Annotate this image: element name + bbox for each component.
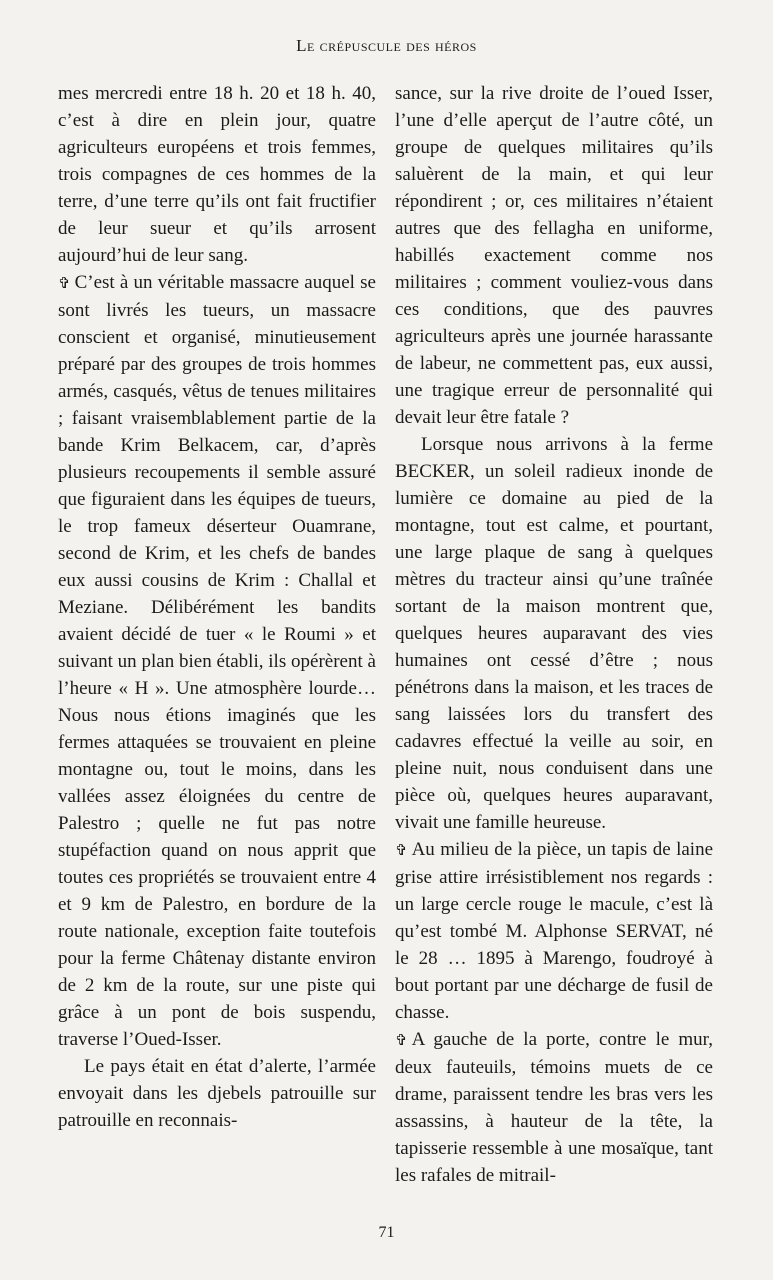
right-column [395,80,713,1189]
paragraph-text: C’est à un véritable massacre auquel se sont livrés les tueurs, un massacre conscient et organisé, minutieusement préparé par des groupes de trois hommes armés, casqués, vêtus de tenues militaires ; faisant vraisemblablement partie de la bande Krim Belkacem, car, d’après plusieurs recoupements il semble assuré que figuraient dans les équipes de tueurs, le trop fameux déserteur Ouamrane, second de Krim, et les chefs de bandes eux aussi cousins de Krim : Challal et Meziane. Délibérément les bandits avaient décidé de tuer « le Roumi » et suivant un plan bien établi, ils opérèrent à l’heure « H ». Une atmosphère lourde… Nous nous étions imaginés que les fermes attaquées se trouvaient en pleine montagne ou, tout le moins, dans les vallées assez éloignées du centre de Palestro ; quelle ne fut pas notre stupéfaction quand on nous apprit que toutes ces propriétés se trouvaient entre 4 et 9 km de Palestro, en bordure de la route nationale, exception faite toutefois pour la ferme Châtenay distante environ de 2 km de la route, sur une piste qui grâce à un pont de bois suspendu, traverse l’Oued-Isser. [58,272,376,1050]
page-number: 71 [378,1224,395,1241]
paragraph [395,836,713,1026]
paragraph-text: A gauche de la porte, contre le mur, deux fauteuils, témoins muets de ce drame, paraissent tendre les bras vers les assassins, à hauteur de la tête, la tapisserie ressemble à une mosaïque, tant les rafales de mitrail- [395,1029,713,1186]
paragraph: Le pays était en état d’alerte, l’armée envoyait dans les djebels patrouille sur patrouille en reconnais- [58,1056,376,1131]
cross-icon: ✞ [395,841,408,859]
paragraph: Lorsque nous arrivons à la ferme BECKER, un soleil radieux inonde de lumière ce domaine au pied de la montagne, tout est calme, et pourtant, une large plaque de sang à quelques mètres du tracteur ainsi qu’une traînée sortant de la maison montrent que, quelques heures auparavant des vies humaines ont cessé d’être ; nous pénétrons dans la maison, et les traces de sang laissées lors du transfert des cadavres effectué la veille au soir, en pleine nuit, nous conduisent dans une pièce où, quelques heures auparavant, vivait une famille heureuse. [395,434,713,833]
paragraph: sance, sur la rive droite de l’oued Isser, l’une d’elle aperçut de l’autre côté, un groupe de quelques militaires qu’ils saluèrent de la main, et qui leur répondirent ; or, ces militaires n’étaient autres que des fellagha en uniforme, habillés exactement comme nos militaires ; comment vouliez-vous dans ces conditions, que des pauvres agriculteurs après une journée harassante de labeur, ne commettent pas, eux aussi, une tragique erreur de personnalité qui devait leur être fatale ? [395,83,713,428]
paragraph-text: Au milieu de la pièce, un tapis de laine grise attire irrésistiblement nos regards : un large cercle rouge le macule, c’est là qu’est tombé M. Alphonse SERVAT, né le 28 … 1895 à Marengo, foudroyé à bout portant par une décharge de fusil de chasse. [395,839,713,1023]
paragraph [58,269,376,1053]
cross-icon: ✞ [395,1031,408,1049]
left-column [58,80,376,1134]
paragraph [395,1026,713,1189]
paragraph: mes mercredi entre 18 h. 20 et 18 h. 40, c’est à dire en plein jour, quatre agriculteurs européens et trois femmes, trois compagnes de ces hommes de la terre, d’une terre qu’ils ont fait fructifier de leur sueur et qu’ils arrosent aujourd’hui de leur sang. [58,83,376,266]
running-header: Le crépuscule des héros [296,36,477,55]
cross-icon: ✞ [58,274,71,292]
